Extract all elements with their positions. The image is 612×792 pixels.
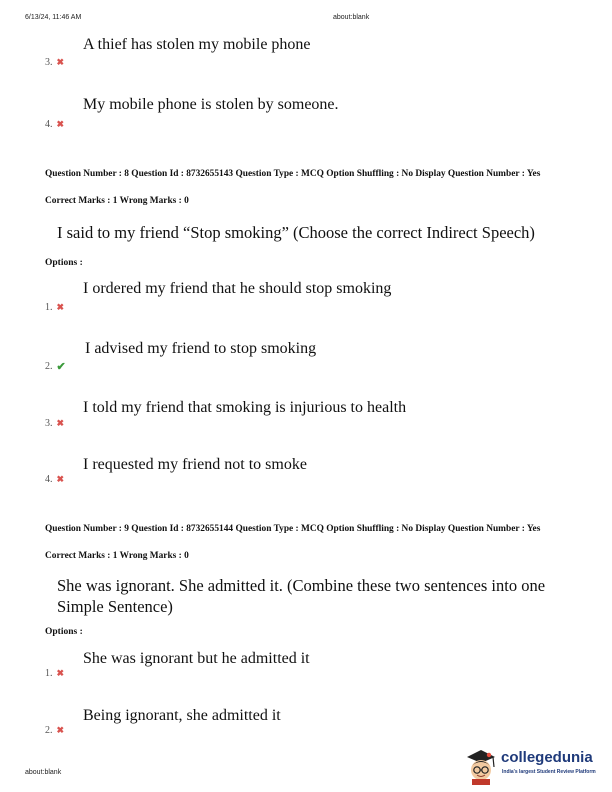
cross-icon: ✖: [56, 57, 65, 67]
option-number: 2.: [45, 725, 53, 736]
option-number: 4.: [45, 119, 53, 130]
collegedunia-logo: [463, 745, 612, 785]
option-text: Being ignorant, she admitted it: [83, 707, 281, 724]
logo-tagline: India's largest Student Review Platform: [502, 769, 596, 775]
option-number: 4.: [45, 474, 53, 485]
cross-icon: ✖: [56, 302, 65, 312]
option-number-row: [45, 418, 64, 429]
option-text: I ordered my friend that he should stop smoking: [83, 280, 392, 297]
question-meta: Question Number : 9 Question Id : 8732655144 Question Type : MCQ Option Shuffling : No Display Question Number : Yes: [45, 524, 541, 534]
print-footer-url: about:blank: [25, 769, 62, 776]
option-number-row: [45, 725, 64, 736]
option-number-row: [45, 119, 64, 130]
cross-icon: ✖: [56, 119, 65, 129]
cross-icon: ✖: [56, 668, 65, 678]
print-url: about:blank: [333, 14, 370, 21]
question-text: She was ignorant. She admitted it. (Combine these two sentences into one Simple Sentence): [57, 576, 546, 616]
question-marks: Correct Marks : 1 Wrong Marks : 0: [45, 196, 189, 206]
option-number-row: [45, 360, 66, 373]
option-number-row: [45, 302, 64, 313]
check-icon: ✔: [56, 361, 66, 373]
option-number-row: [45, 57, 64, 68]
option-number: 3.: [45, 418, 53, 429]
logo-name: collegedunia: [501, 749, 593, 766]
option-number-row: [45, 668, 64, 679]
option-number-row: [45, 474, 64, 485]
mascot-icon: [463, 745, 499, 785]
cross-icon: ✖: [56, 474, 65, 484]
option-number: 3.: [45, 57, 53, 68]
question-meta: Question Number : 8 Question Id : 8732655143 Question Type : MCQ Option Shuffling : No Display Question Number : Yes: [45, 169, 541, 179]
option-text: I requested my friend not to smoke: [83, 456, 307, 473]
option-text: A thief has stolen my mobile phone: [83, 36, 311, 53]
question-text: I said to my friend “Stop smoking” (Choose the correct Indirect Speech): [57, 223, 535, 242]
option-text: I told my friend that smoking is injurious to health: [83, 399, 407, 416]
print-datetime: 6/13/24, 11:46 AM: [25, 14, 82, 21]
question-marks: Correct Marks : 1 Wrong Marks : 0: [45, 551, 189, 561]
option-text: My mobile phone is stolen by someone.: [83, 96, 339, 113]
options-label: Options :: [45, 627, 83, 637]
option-number: 2.: [45, 361, 53, 372]
cross-icon: ✖: [56, 418, 65, 428]
option-number: 1.: [45, 302, 53, 313]
option-text: I advised my friend to stop smoking: [85, 340, 317, 357]
options-label: Options :: [45, 258, 83, 268]
option-text: She was ignorant but he admitted it: [83, 650, 310, 667]
cross-icon: ✖: [56, 725, 65, 735]
option-number: 1.: [45, 668, 53, 679]
